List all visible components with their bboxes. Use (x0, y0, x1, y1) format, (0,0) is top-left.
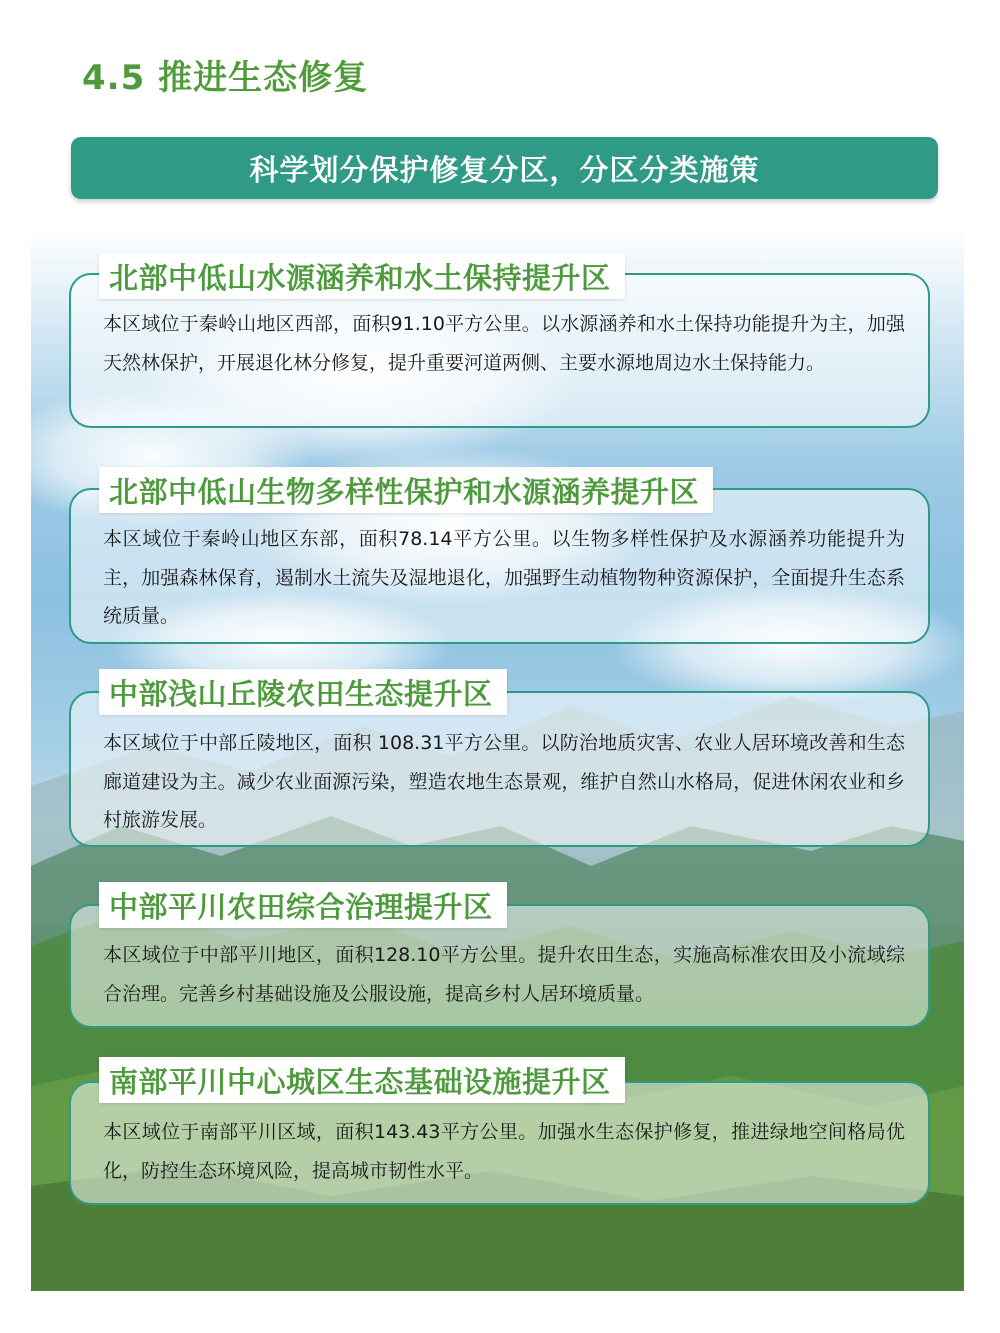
zone-description: 本区域位于秦岭山地区西部，面积91.10平方公里。以水源涵养和水土保持功能提升为主，加强天然林保护，开展退化林分修复，提升重要河道两侧、主要水源地周边水土保持能力。 (103, 313, 905, 374)
zone-title: 北部中低山生物多样性保护和水源涵养提升区 (109, 474, 700, 509)
zone-description: 本区域位于南部平川区域，面积143.43平方公里。加强水生态保护修复，推进绿地空间格局优化，防控生态环境风险，提高城市韧性水平。 (103, 1121, 905, 1182)
zone-title: 中部平川农田综合治理提升区 (109, 889, 493, 924)
zone-title: 北部中低山水源涵养和水土保持提升区 (109, 260, 611, 295)
zone-title: 中部浅山丘陵农田生态提升区 (109, 676, 493, 711)
section-title: 4.5 推进生态修复 (82, 58, 369, 98)
zone-description: 本区域位于中部丘陵地区，面积 108.31平方公里。以防治地质灾害、农业人居环境改善和生态廊道建设为主。减少农业面源污染，塑造农地生态景观，维护自然山水格局，促进休闲农业和乡村旅游发展。 (103, 732, 905, 831)
zone-card-south-urban (69, 1057, 930, 1205)
zone-card-central-hill-farmland (69, 669, 930, 847)
zone-title-tag (99, 882, 507, 928)
zone-title-tag (99, 253, 625, 299)
zone-title-tag (99, 467, 713, 513)
section-banner (71, 137, 938, 199)
zone-card-north-biodiversity (69, 467, 930, 644)
zone-card-central-plain-farmland (69, 882, 930, 1028)
zone-description: 本区域位于秦岭山地区东部，面积78.14平方公里。以生物多样性保护及水源涵养功能提升为主，加强森林保育，遏制水土流失及湿地退化，加强野生动植物物种资源保护，全面提升生态系统质量。 (103, 528, 905, 627)
banner-text: 科学划分保护修复分区，分区分类施策 (249, 152, 760, 187)
zone-title-tag (99, 1057, 625, 1103)
zone-card-north-water-soil (69, 253, 930, 428)
zone-description: 本区域位于中部平川地区，面积128.10平方公里。提升农田生态，实施高标准农田及小流域综合治理。完善乡村基础设施及公服设施，提高乡村人居环境质量。 (103, 944, 905, 1005)
zone-title-tag (99, 669, 507, 715)
zone-title: 南部平川中心城区生态基础设施提升区 (109, 1064, 611, 1099)
